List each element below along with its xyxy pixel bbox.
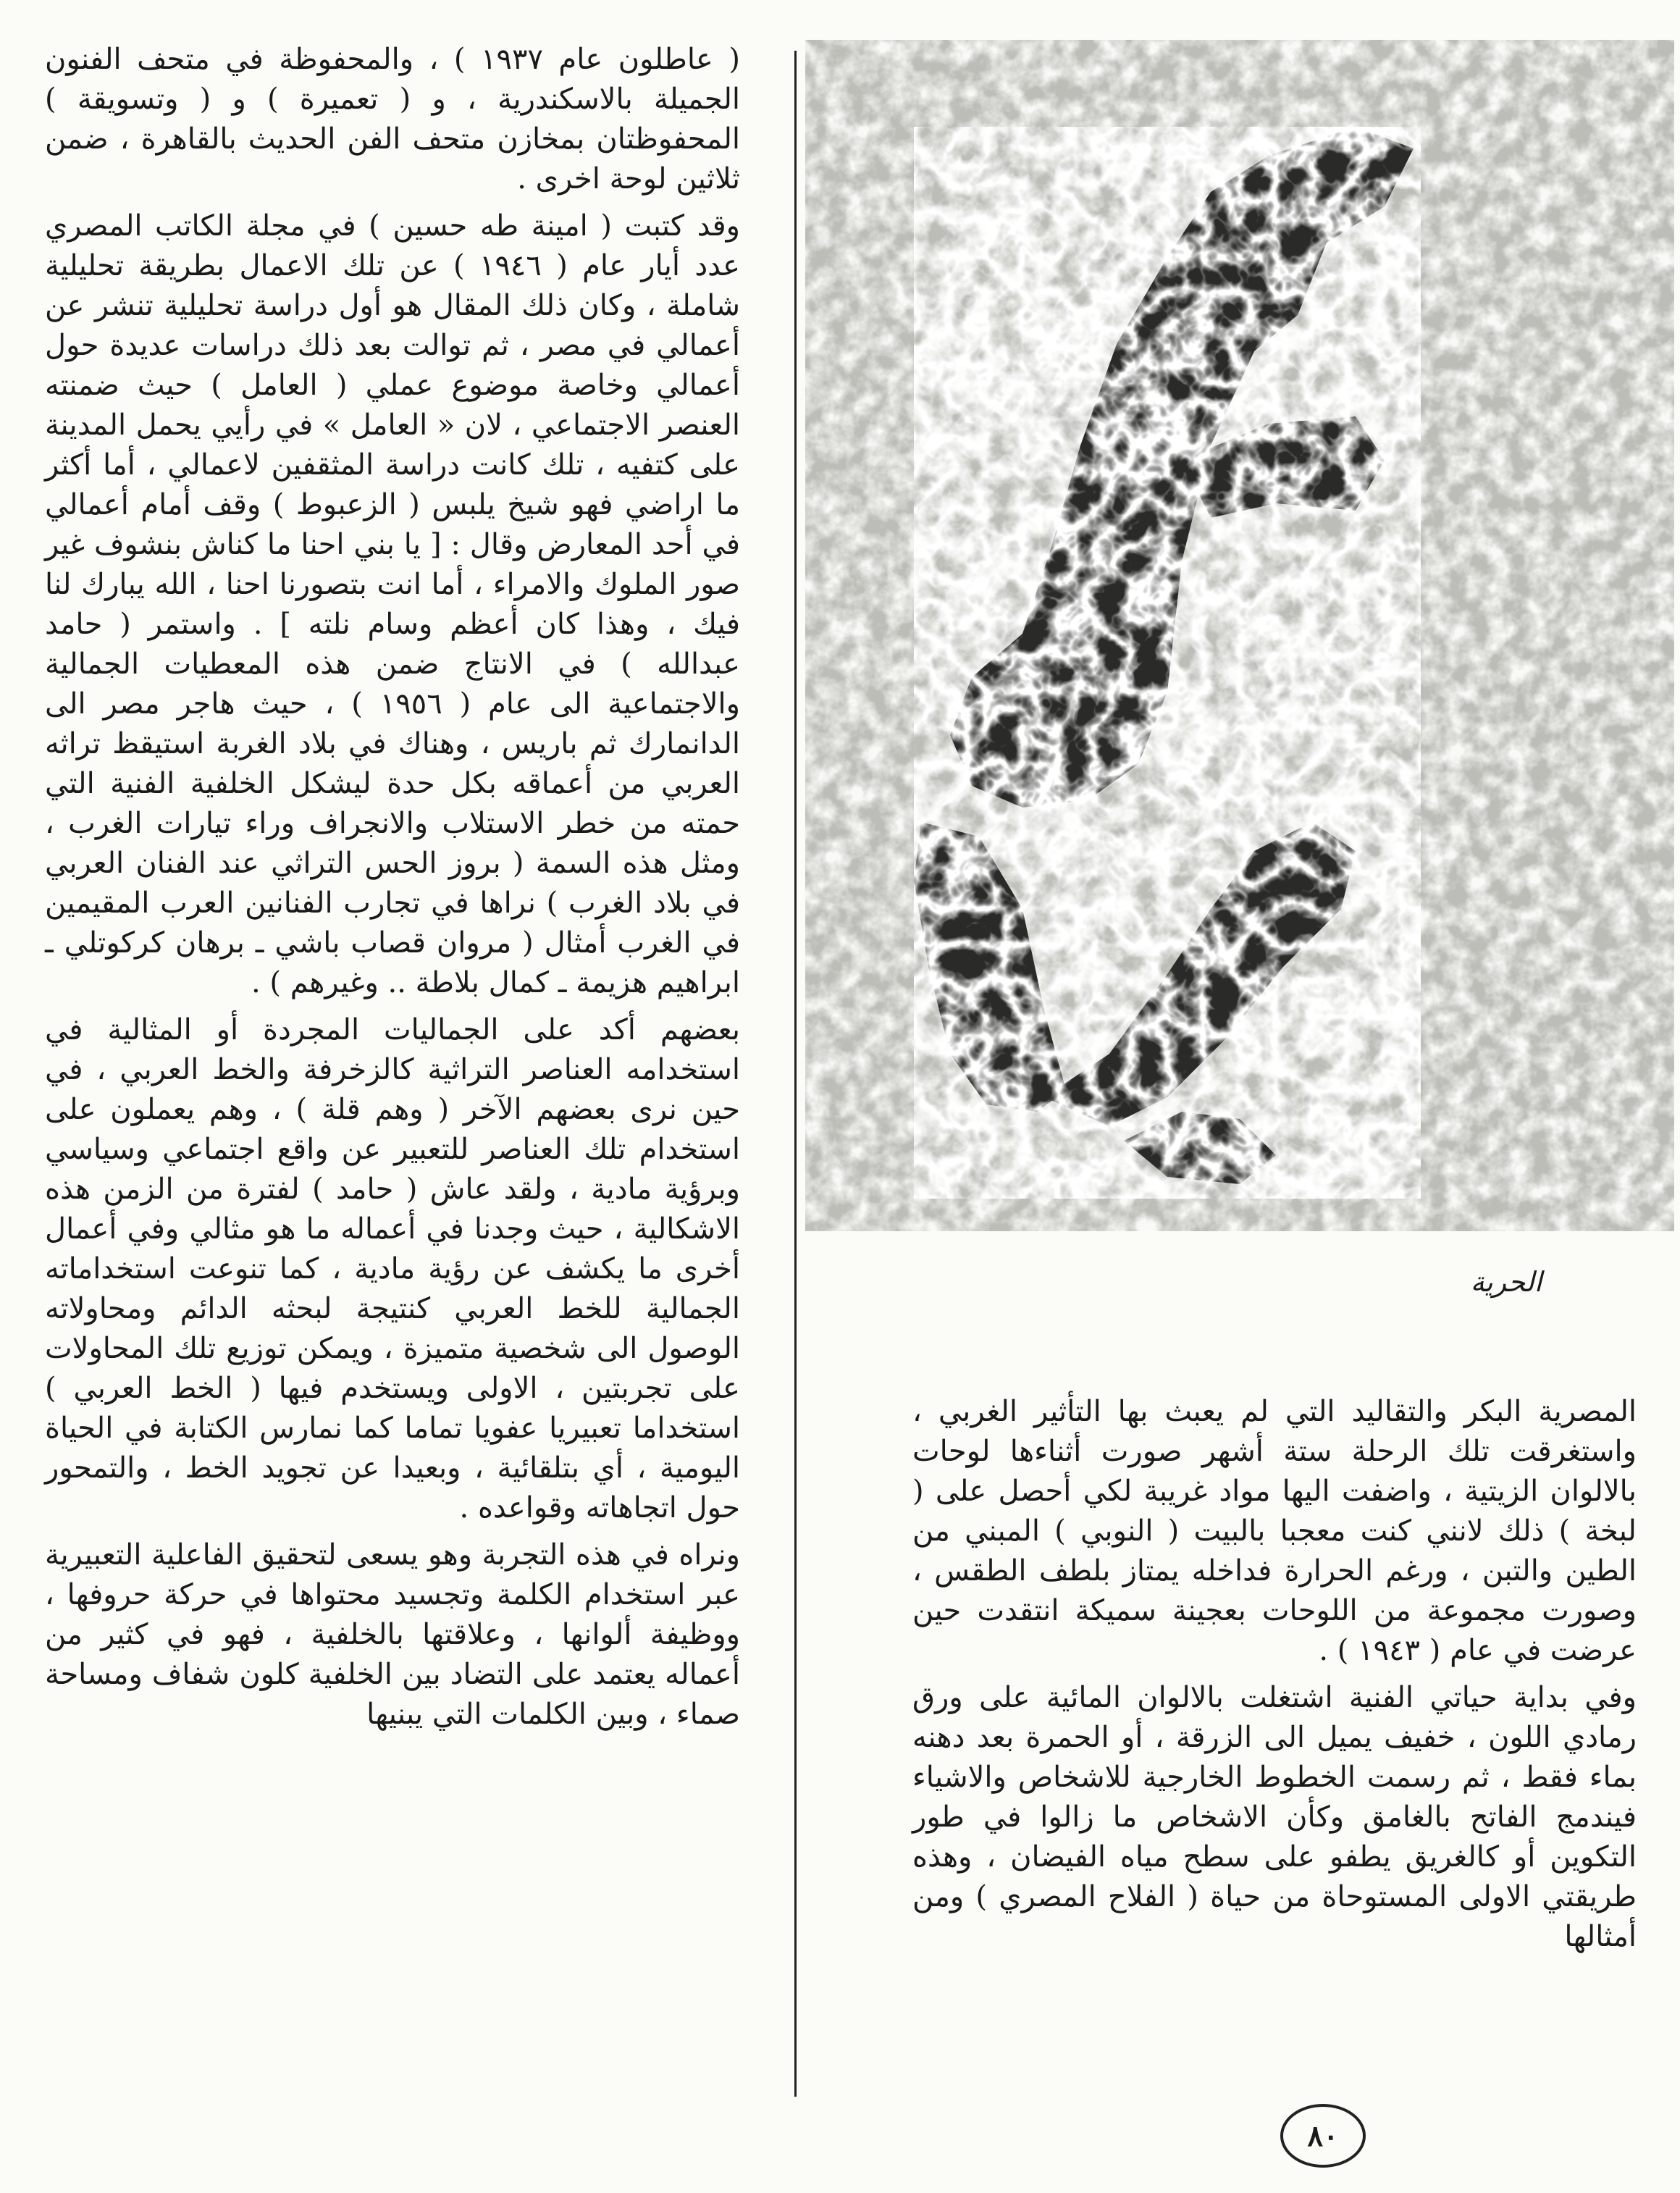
page-number: ٨٠: [1280, 2104, 1366, 2168]
right-text-column: [912, 1392, 1637, 1964]
paragraph: وقد كتبت ( امينة طه حسين ) في مجلة الكاتب المصري عدد أيار عام ( ١٩٤٦ ) عن تلك الاعمال بطريقة تحليلية شاملة ، وكان ذلك المقال هو أول دراسة تحليلية تنشر عن أعمالي في مصر ، ثم توالت بعد ذلك دراسات عديدة حول أعمالي وخاصة موضوع عملي ( العامل ) حيث ضمنته العنصر الاجتماعي ، لان « العامل » في رأيي يحمل المدينة على كتفيه ، تلك كانت دراسة المثقفين لاعمالي ، أما أكثر ما اراضي فهو شيخ يلبس ( الزعبوط ) وقف أمام أعمالي في أحد المعارض وقال : [ يا بني احنا ما كناش بنشوف غير صور الملوك والامراء ، أما انت بتصورنا احنا ، الله يبارك لنا فيك ، وهذا كان أعظم وسام نلته ] . واستمر ( حامد عبدالله ) في الانتاج ضمن هذه المعطيات الجمالية والاجتماعية الى عام ( ١٩٥٦ ) ، حيث هاجر مصر الى الدانمارك ثم باريس ، وهناك في بلاد الغربة استيقظ تراثه العربي من أعماقه بكل حدة ليشكل الخلفية الفنية التي حمته من خطر الاستلاب والانجراف وراء تيارات الغرب ، ومثل هذه السمة ( بروز الحس التراثي عند الفنان العربي في بلاد الغرب ) نراها في تجارب الفنانين العرب المقيمين في الغرب أمثال ( مروان قصاب باشي ـ برهان كركوتلي ـ ابراهيم هزيمة ـ كمال بلاطة .. وغيرهم ) .: [45, 209, 740, 999]
artwork-image: [805, 40, 1674, 1231]
left-text-column: [45, 40, 740, 1742]
paragraph: ونراه في هذه التجربة وهو يسعى لتحقيق الفاعلية التعبيرية عبر استخدام الكلمة وتجسيد محتواها في حركة حروفها ، ووظيفة ألوانها ، وعلاقتها بالخلفية ، فهو في كثير من أعماله يعتمد على التضاد بين الخلفية كلون شفاف ومساحة صماء ، وبين الكلمات التي يبنيها: [45, 1538, 740, 1731]
artwork-caption: الحرية: [1470, 1266, 1542, 1298]
paragraph: المصرية البكر والتقاليد التي لم يعبث بها التأثير الغربي ، واستغرقت تلك الرحلة ستة أشهر صورت أثناءها لوحات بالالوان الزيتية ، واضفت اليها مواد غريبة لكي أحصل على ( لبخة ) ذلك لانني كنت معجبا بالبيت ( النوبي ) المبني من الطين والتبن ، ورغم الحرارة فداخله يمتاز بلطف الطقس ، وصورت مجموعة من اللوحات بعجينة سميكة انتقدت حين عرضت في عام ( ١٩٤٣ ) .: [912, 1395, 1637, 1667]
artwork-calligraphy-graphic: [805, 40, 1674, 1231]
column-divider: [794, 51, 797, 2097]
paragraph: ( عاطلون عام ١٩٣٧ ) ، والمحفوظة في متحف الفنون الجميلة بالاسكندرية ، و ( تعميرة ) و ( وتسويقة ) المحفوظتان بمخازن متحف الفن الحديث بالقاهرة ، ضمن ثلاثين لوحة اخرى .: [45, 43, 740, 196]
paragraph: وفي بداية حياتي الفنية اشتغلت بالالوان المائية على ورق رمادي اللون ، خفيف يميل الى الزرقة ، أو الحمرة بعد دهنه بماء فقط ، ثم رسمت الخطوط الخارجية للاشخاص والاشياء فيندمج الفاتح بالغامق وكأن الاشخاص ما زالوا في طور التكوين أو كالغريق يطفو على سطح مياه الفيضان ، وهذه طريقتي الاولى المستوحاة من حياة ( الفلاح المصري ) ومن أمثالها: [912, 1681, 1637, 1953]
paragraph: بعضهم أكد على الجماليات المجردة أو المثالية في استخدامه العناصر التراثية كالزخرفة والخط العربي ، في حين نرى بعضهم الآخر ( وهم قلة ) ، وهم يعملون على استخدام تلك العناصر للتعبير عن واقع اجتماعي وسياسي وبرؤية مادية ، ولقد عاش ( حامد ) لفترة من الزمن هذه الاشكالية ، حيث وجدنا في أعماله ما هو مثالي وفي أعمال أخرى ما يكشف عن رؤية مادية ، كما تنوعت استخداماته الجمالية للخط العربي كنتيجة لبحثه الدائم ومحاولاته الوصول الى شخصية متميزة ، ويمكن توزيع تلك المحاولات على تجربتين ، الاولى ويستخدم فيها ( الخط العربي ) استخداما تعبيريا عفويا تماما كما نمارس الكتابة في الحياة اليومية ، أي بتلقائية ، وبعيدا عن تجويد الخط ، والتمحور حول اتجاهاته وقواعده .: [45, 1013, 740, 1525]
